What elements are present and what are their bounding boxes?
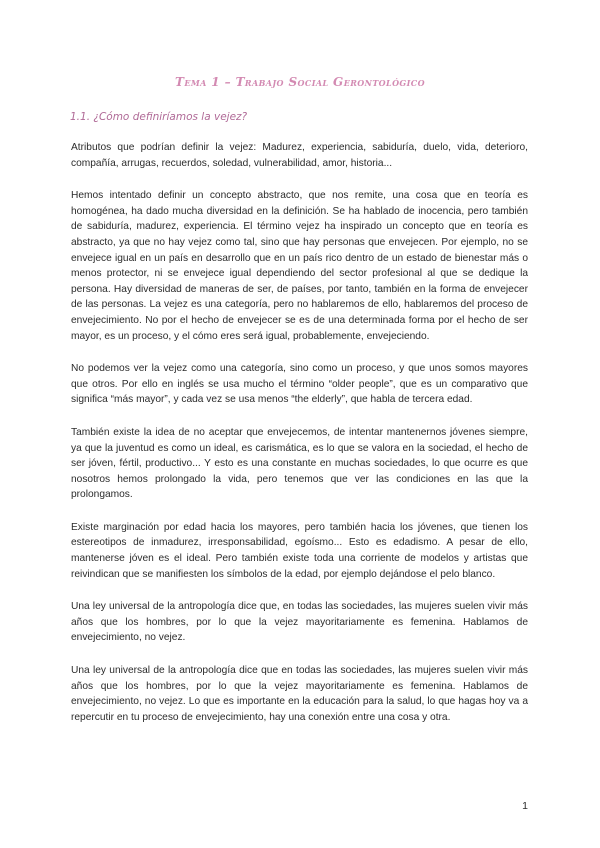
paragraph-process: No podemos ver la vejez como una categoría, sino como un proceso, y que unos somos mayores que otros. Por ello en inglés se usa mucho el término “older people”, que es un comparativo que significa “más mayor”, y cada vez se usa menos “the elderly”, que habla de tercera edad.: [71, 363, 528, 406]
paragraph-health-education: Una ley universal de la antropología dice que en todas las sociedades, las mujeres suelen vivir más años que los hombres, por lo que la vejez mayoritariamente es femenina. Hablamos de envejecimiento, no vejez. Lo que es importante en la educación para la salud, lo que hagas hoy va a repercutir en tu proceso de envejecimiento, hay una conexión entre una cosa y otra.: [71, 665, 528, 723]
paragraph-abstract-concept: Hemos intentado definir un concepto abstracto, que nos remite, una cosa que en teoría es homogénea, ha dado mucha diversidad en la definición. Se ha hablado de inocencia, pero también de sabiduría, madurez, experiencia. El término vejez ha inspirado un concepto que en teoría es abstracto, ya que no hay vejez como tal, sino que hay personas que envejecen. Por ejemplo, no se envejece igual en un país en desarrollo que en un país rico dentro de un estado de bienestar más o menos protector, ni se envejece igual dependiendo del sector profesional al que se dedique la persona. Hay diversidad de maneras de ser, de países, por tanto, también en la forma de envejecer de las personas. La vejez es una categoría, pero no hablaremos de ello, hablaremos del proceso de envejecimiento. No por el hecho de envejecer se es de una determinada forma por el hecho de ser mayor, es un proceso, y el cómo eres será igual, probablemente, envejeciendo.: [71, 190, 528, 342]
paragraph-attributes: Atributos que podrían definir la vejez: Madurez, experiencia, sabiduría, duelo, vida, deterioro, compañía, arrugas, recuerdos, soledad, vulnerabilidad, amor, historia...: [71, 142, 528, 169]
document-title: Tema 1 – Trabajo Social Gerontológico: [175, 75, 425, 89]
document-body: [71, 140, 528, 742]
paragraph-ageism: Existe marginación por edad hacia los mayores, pero también hacia los jóvenes, que tienen los estereotipos de inmadurez, irresponsabilidad, egoísmo... Esto es edadismo. A pesar de ello, mantenerse jóven es el ideal. Pero también existe toda una corriente de modelos y artistas que reivindican que se manifiesten los símbolos de la edad, por ejemplo dejándose el pelo blanco.: [71, 521, 528, 580]
section-heading: 1.1. ¿Cómo definiríamos la vejez?: [70, 111, 248, 123]
page-number: 1: [522, 800, 528, 812]
paragraph-anthropology-law: Una ley universal de la antropología dice que, en todas las sociedades, las mujeres suelen vivir más años que los hombres, por lo que la vejez mayoritariamente es femenina. Hablamos de envejecimiento, no vejez.: [71, 601, 528, 644]
paragraph-youth-ideal: También existe la idea de no aceptar que envejecemos, de intentar mantenernos jóvenes siempre, ya que la juventud es como un ideal, es carismática, es lo que se valora en la sociedad, el hecho de ser jóven, fértil, productivo... Y esto es una constante en muchas sociedades, lo que ocurre es que nosotros hemos prolongado la vida, pero tenemos que ver las condiciones en las que la prolongamos.: [71, 426, 528, 501]
